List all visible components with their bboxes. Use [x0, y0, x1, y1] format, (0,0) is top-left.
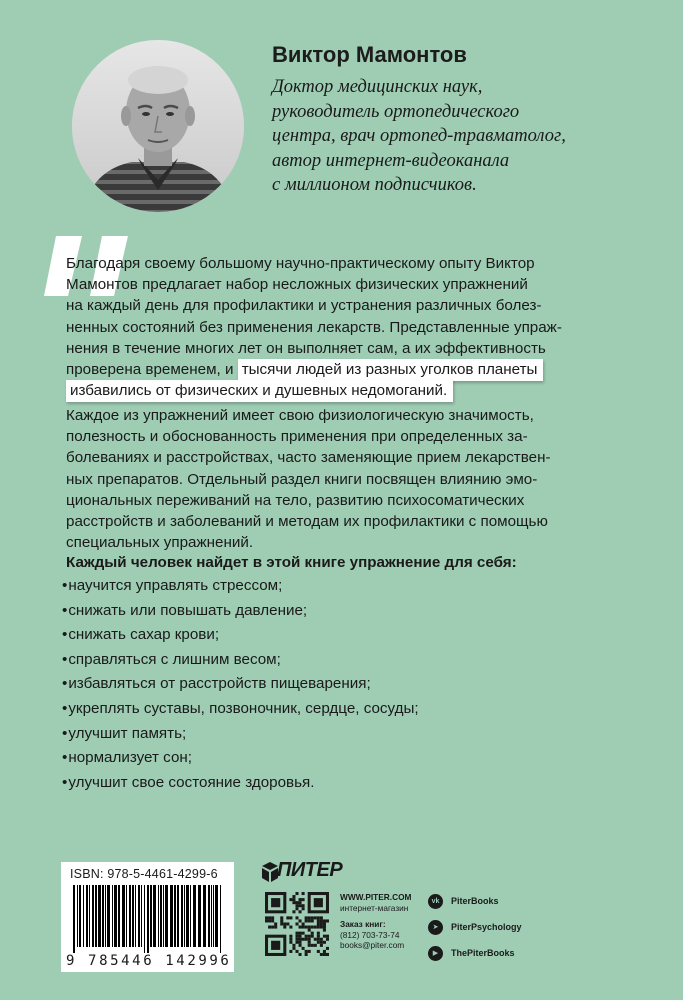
- barcode-bar: [211, 885, 212, 947]
- list-item: • избавляться от расстройств пищеварения;: [62, 672, 419, 697]
- barcode-bar: [165, 885, 168, 947]
- barcode-bar: [132, 885, 134, 947]
- piter-logo-icon: [262, 862, 278, 882]
- publisher-site-sub: интернет-магазин: [340, 902, 409, 913]
- social-row-vk: [428, 888, 522, 914]
- author-photo: [72, 40, 244, 212]
- barcode-bar: [153, 885, 156, 947]
- body-line: расстройств и заболеваний и методам их профилактики с помощью: [66, 513, 548, 531]
- barcode-bar: [114, 885, 117, 947]
- list-item: • снижать или повышать давление;: [62, 599, 419, 624]
- barcode-bar: [98, 885, 101, 947]
- barcode-icon: [69, 885, 227, 953]
- barcode-bar: [208, 885, 210, 947]
- ean-text: 9 785446 142996: [66, 953, 232, 969]
- barcode-bar: [138, 885, 140, 947]
- barcode-bar: [150, 885, 152, 947]
- publisher-name: ПИТЕР: [277, 859, 343, 881]
- list-item: • справляться с лишним весом;: [62, 648, 419, 673]
- intro-line: ненных состояний без применения лекарств. Представленные упраж-: [66, 318, 562, 336]
- body-line: циональных переживаний на тело, развитию психосоматических: [66, 491, 525, 509]
- list-item: • укреплять суставы, позвоночник, сердце, сосуды;: [62, 697, 419, 722]
- barcode-bar: [144, 885, 145, 953]
- highlight-text: избавились от физических и душевных недомоганий.: [66, 380, 453, 402]
- barcode-bar: [77, 885, 78, 947]
- barcode-bar: [147, 885, 149, 953]
- barcode-bar: [141, 885, 142, 947]
- barcode-bar: [135, 885, 136, 947]
- barcode-bar: [215, 885, 218, 947]
- barcode-bar: [174, 885, 176, 947]
- barcode-bar: [105, 885, 106, 947]
- intro-paragraph: [66, 253, 626, 401]
- intro-line: Мамонтов предлагает набор несложных физических упражнений: [66, 276, 528, 294]
- barcode-bar: [92, 885, 94, 947]
- barcode-bar: [79, 885, 81, 947]
- intro-line: [66, 380, 626, 401]
- intro-line: Благодаря своему большому научно-практическому опыту Виктор: [66, 255, 535, 272]
- barcode-bar: [213, 885, 214, 947]
- order-label: Заказ книг:: [340, 919, 386, 929]
- list-item: • улучшит память;: [62, 722, 419, 747]
- barcode-bar: [83, 885, 84, 947]
- barcode-bar: [190, 885, 191, 947]
- isbn-text: ISBN: 978-5-4461-4299-6: [70, 867, 218, 881]
- telegram-icon: ➤: [428, 920, 443, 935]
- body-line: полезность и обоснованность применения при определенных за-: [66, 428, 528, 446]
- list-item: • научится управлять стрессом;: [62, 574, 419, 599]
- publisher-email: books@piter.com: [340, 940, 405, 950]
- barcode-bar: [89, 885, 90, 947]
- list-heading: Каждый человек найдет в этой книге упражнение для себя:: [66, 554, 517, 571]
- barcode-bar: [177, 885, 179, 947]
- publisher-contacts: [340, 892, 411, 951]
- author-name: Виктор Мамонтов: [272, 42, 467, 67]
- body-paragraph: [66, 405, 626, 553]
- barcode-bar: [107, 885, 110, 947]
- barcode-bar: [220, 885, 221, 953]
- intro-line-prefix: проверена временем, и: [66, 361, 238, 379]
- barcode-bar: [102, 885, 104, 947]
- barcode-bar: [181, 885, 183, 947]
- benefits-list: [62, 574, 419, 795]
- barcode-bar: [203, 885, 206, 947]
- author-bio-line: Доктор медицинских наук,: [272, 77, 483, 97]
- barcode-bar: [129, 885, 131, 947]
- barcode-bar: [122, 885, 125, 947]
- intro-line: [66, 359, 626, 380]
- publisher-phone: (812) 703-73-74: [340, 929, 400, 940]
- author-bio-line: центра, врач ортопед-травматолог,: [272, 126, 566, 146]
- qr-code-icon: [265, 892, 329, 956]
- barcode-bar: [73, 885, 75, 953]
- barcode-bar: [160, 885, 162, 947]
- list-item: • улучшит свое состояние здоровья.: [62, 771, 419, 796]
- barcode-bar: [86, 885, 88, 947]
- intro-line: на каждый день для профилактики и устранения различных болез-: [66, 297, 542, 315]
- barcode-bar: [158, 885, 159, 947]
- author-bio-line: с миллионом подписчиков.: [272, 175, 477, 195]
- highlight-text: тысячи людей из разных уголков планеты: [238, 359, 544, 381]
- youtube-icon: ▶: [428, 946, 443, 961]
- author-bio-line: руководитель ортопедического: [272, 101, 520, 122]
- social-label: PiterPsychology: [451, 922, 522, 932]
- barcode-bar: [198, 885, 201, 947]
- social-row-telegram: [428, 914, 522, 940]
- barcode-bar: [118, 885, 120, 947]
- social-label: PiterBooks: [451, 896, 499, 906]
- social-label: ThePiterBooks: [451, 948, 515, 958]
- intro-line: нения в течение многих лет он выполняет сам, а их эффективность: [66, 339, 546, 357]
- barcode-bar: [126, 885, 127, 947]
- list-item: • нормализует сон;: [62, 746, 419, 771]
- barcode-bar: [112, 885, 113, 947]
- barcode-bar: [184, 885, 185, 947]
- barcode-bar: [163, 885, 164, 947]
- author-bio-line: автор интернет-видеоканала: [272, 150, 510, 171]
- body-line: специальных упражнений.: [66, 534, 254, 552]
- social-links: [428, 888, 522, 966]
- barcode-bar: [170, 885, 173, 947]
- barcode-bar: [95, 885, 97, 947]
- body-line: болеваниях и расстройствах, часто заменяющие прием лекарствен-: [66, 449, 551, 467]
- social-row-youtube: [428, 940, 522, 966]
- barcode-box: [61, 862, 234, 972]
- body-line: ных препаратов. Отдельный раздел книги посвящен влиянию эмо-: [66, 470, 538, 488]
- barcode-bar: [186, 885, 189, 947]
- vk-icon: vk: [428, 894, 443, 909]
- author-bio: [272, 75, 602, 198]
- list-item: • снижать сахар крови;: [62, 623, 419, 648]
- body-line: Каждое из упражнений имеет свою физиологическую значимость,: [66, 407, 534, 424]
- publisher-site: WWW.PITER.COM: [340, 892, 412, 902]
- barcode-bar: [193, 885, 196, 947]
